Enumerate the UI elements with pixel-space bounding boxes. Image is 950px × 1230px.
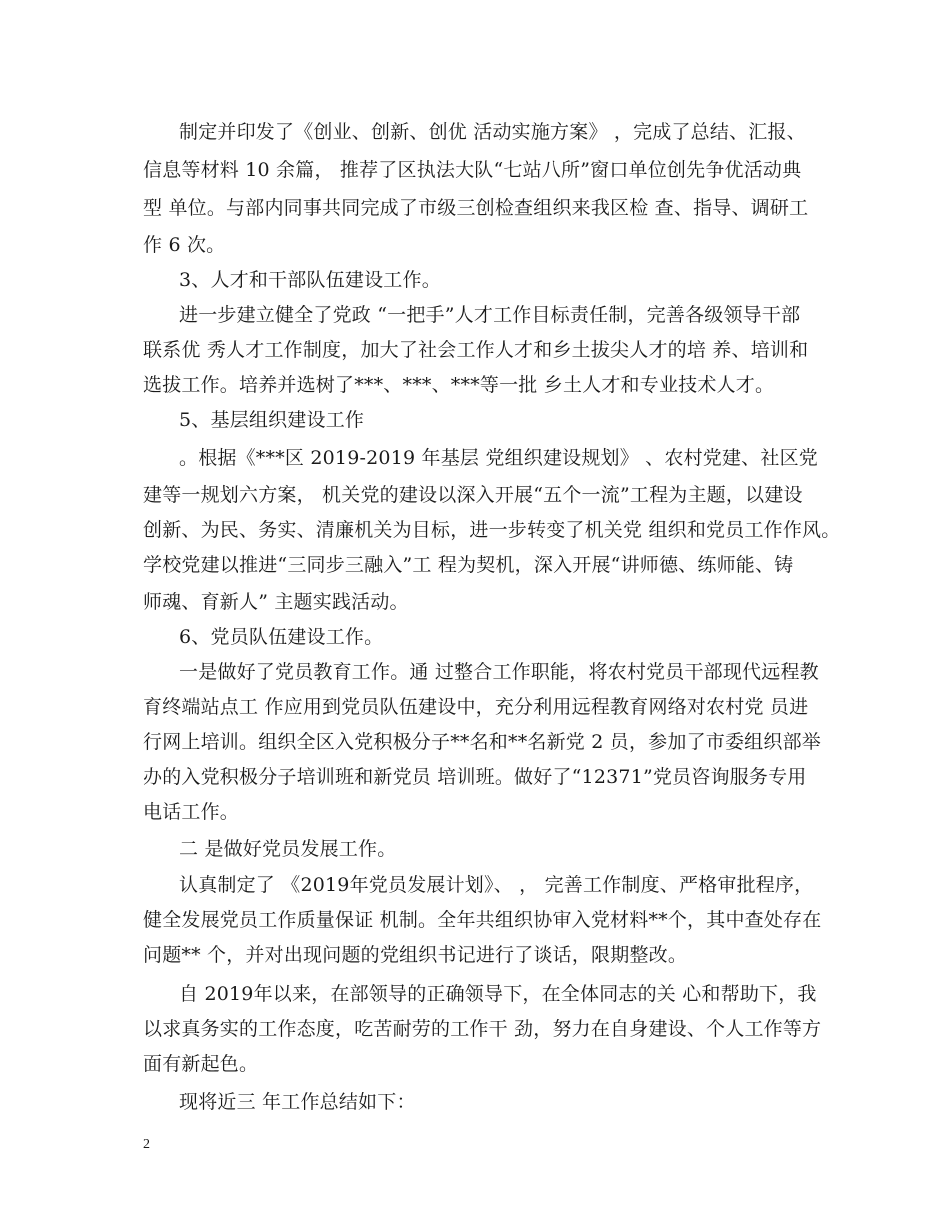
- text-line: 制定并印发了《创业、创新、创优 活动实施方案》 ，完成了总结、汇报、: [179, 121, 806, 143]
- text-line: 健全发展党员工作质量保证 机制。全年共组织协审入党材料**个，其中查处存在: [143, 909, 822, 931]
- text-line: 育终端站点工 作应用到党员队伍建设中，充分利用远程教育网络对农村党 员进: [143, 696, 809, 718]
- text-line: 问题** 个，并对出现问题的党组织书记进行了谈话，限期整改。: [143, 944, 688, 966]
- section-heading: 6、党员队伍建设工作。: [179, 626, 384, 648]
- text-line: 。根据《***区 2019-2019 年基层 党组织建设规划》 、农村党建、社区党: [179, 447, 818, 469]
- text-line: 进一步建立健全了党政 “一把手”人才工作目标责任制，完善各级领导干部: [179, 304, 801, 326]
- text-line: 认真制定了 《2019年党员发展计划》、 ， 完善工作制度、严格审批程序，: [179, 874, 814, 896]
- text-line: 现将近三 年工作总结如下：: [179, 1091, 416, 1113]
- text-line: 选拔工作。培养并选树了***、***、***等一批 乡土人才和专业技术人才。: [143, 374, 775, 396]
- section-heading: 二 是做好党员发展工作。: [179, 838, 397, 860]
- text-line: 建等一规划六方案， 机关党的建设以深入开展“五个一流”工程为主题，以建设: [143, 484, 803, 506]
- text-line: 联系优 秀人才工作制度，加大了社会工作人才和乡土拔尖人才的培 养、培训和: [143, 339, 809, 361]
- text-line: 创新、为民、务实、清廉机关为目标，进一步转变了机关党 组织和党员工作作风。: [143, 519, 841, 541]
- text-line: 一是做好了党员教育工作。通 过整合工作职能，将农村党员干部现代远程教: [179, 661, 819, 683]
- text-line: 行网上培训。组织全区入党积极分子**名和**名新党 2 员，参加了市委组织部举: [143, 731, 821, 753]
- text-line: 面有新起色。: [143, 1053, 259, 1075]
- text-line: 自 2019年以来，在部领导的正确领导下，在全体同志的关 心和帮助下，我: [179, 983, 817, 1005]
- text-line: 办的入党积极分子培训班和新党员 培训班。做好了“12371”党员咨询服务专用: [143, 766, 807, 788]
- text-line: 作 6 次。: [143, 234, 226, 256]
- section-heading: 3、人才和干部队伍建设工作。: [179, 269, 441, 291]
- text-line: 师魂、育新人” 主题实践活动。: [143, 591, 409, 613]
- text-line: 以求真务实的工作态度，吃苦耐劳的工作干 劲，努力在自身建设、个人工作等方: [143, 1018, 822, 1040]
- section-heading: 5、基层组织建设工作: [179, 409, 365, 431]
- text-line: 信息等材料 10 余篇， 推荐了区执法大队“七站八所”窗口单位创先争优活动典: [143, 159, 802, 181]
- text-line: 型 单位。与部内同事共同完成了市级三创检查组织来我区检 查、指导、调研工: [143, 197, 809, 219]
- text-line: 电话工作。: [143, 801, 240, 823]
- page-number: 2: [143, 1137, 150, 1152]
- text-line: 学校党建以推进“三同步三融入”工 程为契机，深入开展“讲师德、练师能、铸: [143, 554, 794, 576]
